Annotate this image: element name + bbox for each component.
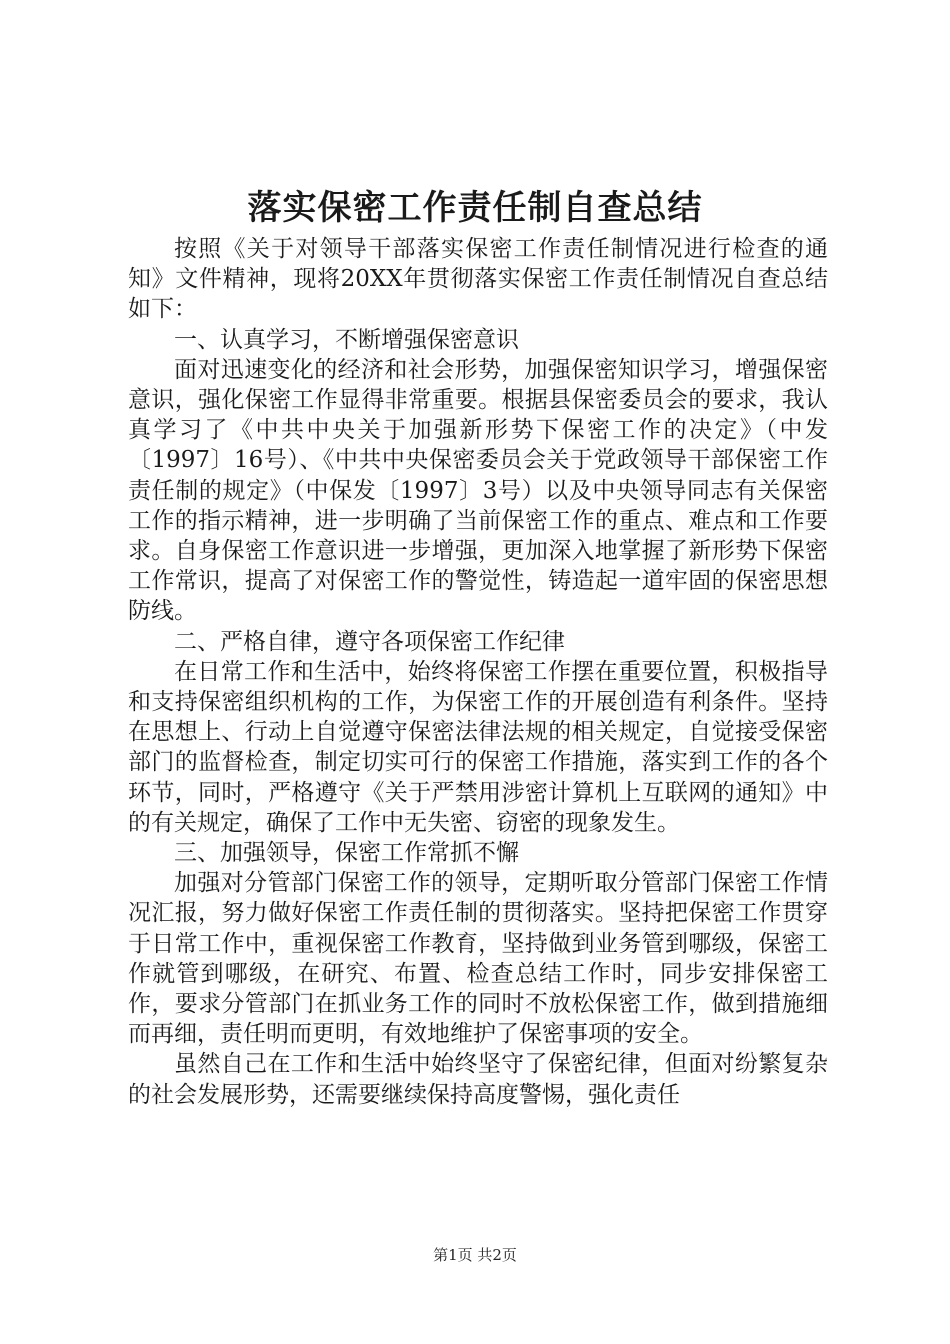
closing-paragraph: 虽然自己在工作和生活中始终坚守了保密纪律，但面对纷繁复杂的社会发展形势，还需要继续保持高度警惕，强化责任 bbox=[128, 1051, 828, 1108]
intro-paragraph: 按照《关于对领导干部落实保密工作责任制情况进行检查的通知》文件精神，现将20XX年贯彻落实保密工作责任制情况自查总结如下： bbox=[128, 236, 828, 323]
section-heading-2: 二、严格自律，遵守各项保密工作纪律 bbox=[174, 628, 565, 655]
section-paragraph-1: 面对迅速变化的经济和社会形势，加强保密知识学习，增强保密意识，强化保密工作显得非常重要。根据县保密委员会的要求，我认真学习了《中共中央关于加强新形势下保密工作的决定》（中发〔1997〕16号）、《中共中央保密委员会关于党政领导干部保密工作责任制的规定》（中保发〔1997〕3号）以及中央领导同志有关保密工作的指示精神，进一步明确了当前保密工作的重点、难点和工作要求。自身保密工作意识进一步增强，更加深入地掌握了新形势下保密工作常识，提高了对保密工作的警觉性，铸造起一道牢固的保密思想防线。 bbox=[128, 356, 828, 625]
section-paragraph-3: 加强对分管部门保密工作的领导，定期听取分管部门保密工作情况汇报，努力做好保密工作责任制的贯彻落实。坚持把保密工作贯穿于日常工作中，重视保密工作教育，坚持做到业务管到哪级，保密工作就管到哪级，在研究、布置、检查总结工作时，同步安排保密工作，要求分管部门在抓业务工作的同时不放松保密工作，做到措施细而再细，责任明而更明，有效地维护了保密事项的安全。 bbox=[128, 870, 828, 1048]
page-footer: 第1页 共2页 bbox=[433, 1246, 517, 1264]
section-heading-1: 一、认真学习，不断增强保密意识 bbox=[174, 326, 519, 353]
document-title: 落实保密工作责任制自查总结 bbox=[247, 188, 703, 228]
section-heading-3: 三、加强领导，保密工作常抓不懈 bbox=[174, 840, 519, 867]
section-paragraph-2: 在日常工作和生活中，始终将保密工作摆在重要位置，积极指导和支持保密组织机构的工作，为保密工作的开展创造有利条件。坚持在思想上、行动上自觉遵守保密法律法规的相关规定，自觉接受保密部门的监督检查，制定切实可行的保密工作措施，落实到工作的各个环节，同时，严格遵守《关于严禁用涉密计算机上互联网的通知》中的有关规定，确保了工作中无失密、窃密的现象发生。 bbox=[128, 658, 828, 836]
document-body bbox=[128, 234, 828, 1110]
